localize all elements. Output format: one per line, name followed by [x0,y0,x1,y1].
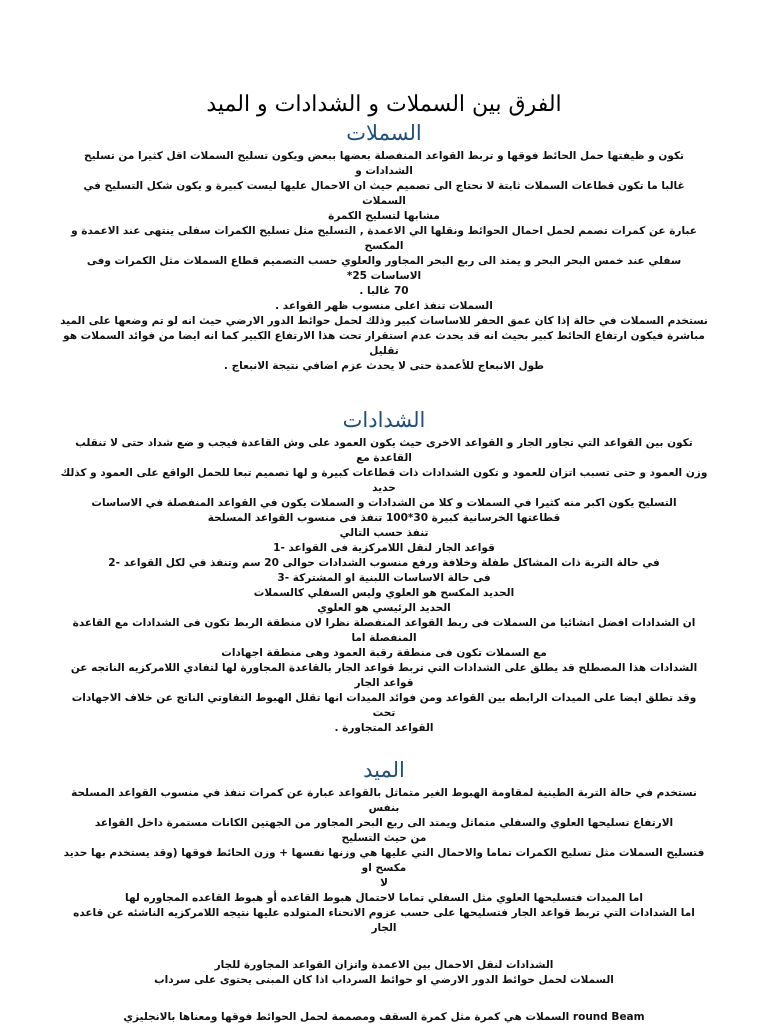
text-line: السملات تنفذ اعلى منسوب ظهر القواعد . [275,300,493,312]
section-shadadat [60,408,708,736]
section-smlat [60,121,708,374]
text-line: من حيث التسليح [341,832,427,844]
text-line: السملات لحمل حوائط الدور الارضي او حوائط السرداب اذا كان المبنى يحتوى على سرداب [154,974,614,986]
text-line: اما الشدادات التي تربط قواعد الجار فتسليحها على حسب عزوم الانحناء المتولده عليها نتيجه اللامركزيه الناشئه عن قاعده الجار [73,907,695,934]
text-line: لا [380,877,388,889]
text-line: تكون بين القواعد التي تجاور الجار و القواعد الاخرى حيث يكون العمود على وش القاعدة فيجب و ضع شداد حتى لا تنقلب القاعدة مع [75,437,693,464]
text-line: فى حالة الاساسات اللبنية او المشتركة -3 [277,572,491,584]
spacer [60,936,708,958]
text-line: الارتفاع تسليحها العلوي والسفلي متماثل ويمتد الى ربع البحر المجاور من الجهتين الكانات مستمرة داخل القواعد [94,817,674,829]
section-heading-shadadat: الشدادات [342,408,426,432]
text-line: ان الشدادات افضل انشائيا من السملات فى ربط القواعد المنفصلة نظرا لان منطقة الربط تكون فى الشدادات مع القاعدة المنفصلة اما [72,617,696,644]
text-line: مباشرة فيكون ارتفاع الحائط كبير بحيث انه قد يحدث عدم استقرار تحت هذا الارتفاع الكبير كما انه ايضا من فوائد السملات هو تقليل [63,330,705,357]
text-line: اما الميدات فتسليحها العلوي مثل السفلي تماما لاحتمال هبوط القاعده أو هبوط القاعده المجاوره لها [125,892,643,904]
text-line: وزن العمود و حتى تسبب اتزان للعمود و تكون الشدادات ذات قطاعات كبيرة و لها تصميم تبعا للحمل الواقع على العمود و كذلك حديد [60,467,708,494]
text-line: مشابها لتسليح الكمرة [328,210,440,222]
text-line: طول الانبعاج للأعمدة حتى لا يحدث عزم اضافي نتيجة الانبعاج . [223,360,545,372]
text-line: وقد تطلق ايضا على الميدات الرابطه بين القواعد ومن فوائد الميدات انها تقلل الهبوط التفاوتي الناتج عن خلاف الاجهادات تحت [71,692,697,719]
spacer [60,736,708,758]
section-heading-smlat: السملات [346,121,422,145]
text-line: الحديد الرئيسي هو العلوي [317,602,451,614]
section-body-mid [60,786,708,936]
section-heading-mid: الميد [363,758,405,782]
text-line: تكون و ظيفتها حمل الحائط فوقها و تربط القواعد المنفصلة بعضها ببعض ويكون تسليح السملات اقل كثيرا من تسليح الشدادات و [84,150,684,177]
text-line: عبارة عن كمرات تصمم لحمل احمال الحوائط ونقلها الي الاعمدة , التسليح مثل تسليح الكمرات سفلى ينتهى عند الاعمدة و المكسح [71,225,697,252]
text-line: فتسليح السملات مثل تسليح الكمرات تماما والاحمال التي عليها هي وزنها نفسها + وزن الحائط فوقها (وقد يستخدم بها حديد مكسح او [63,847,705,874]
text-line: التسليح يكون اكبر منه كثيرا في السملات و كلا من الشدادات و السملات يكون في القواعد المنفصلة في الاساسات [91,497,677,509]
text-line: الحديد المكسح هو العلوي وليس السفلي كالسملات [253,587,515,599]
text-line: نستخدم السملات في حالة إذا كان عمق الحفر للاساسات كبير وذلك لحمل حوائط الدور الارضي حيث انه لو تم وضعها على الميد [60,315,708,327]
spacer [60,988,708,1010]
section-mid [60,758,708,936]
footer-note: round Beam السملات هي كمرة مثل كمرة السقف ومصممة لحمل الحوائط فوقها ومعناها بالانجليزي [123,1011,645,1023]
text-line: سفلي عند خمس البحر البحر و يمتد الى ربع البحر المجاور والعلوي حسب التصميم قطاع السملات مثل الكمرات وفى الاساسات 25* [86,255,682,282]
text-line: قواعد الجار لنقل اللامركزية فى القواعد -1 [273,542,495,554]
spacer [60,374,708,408]
document-title: الفرق بين السملات و الشدادات و الميد [206,92,562,117]
text-line: قطاعتها الخرسانية كبيرة 30*100 تنفذ فى منسوب القواعد المسلحة [207,512,561,524]
text-line: مع السملات تكون فى منطقة رقبة العمود وهى منطقة اجهادات [221,647,547,659]
text-line: نستخدم في حالة التربة الطينية لمقاومة الهبوط الغير متماثل بالقواعد عبارة عن كمرات تنفذ في منسوب القواعد المسلحة بنفس [71,787,697,814]
section-body-smlat [60,149,708,374]
text-line: غالبا ما تكون قطاعات السملات ثابتة لا نحتاج الى تصميم حيث ان الاحمال عليها ليست كبيرة و يكون شكل التسليح في السملات [83,180,685,207]
text-line: القواعد المتجاورة . [334,722,434,734]
section-body-shadadat [60,436,708,736]
text-line: 70 غالبا . [359,285,409,297]
text-line: الشدادات هذا المصطلح قد يطلق على الشدادات التي تربط قواعد الجار بالقاعدة المجاورة لها لتفادي اللامركزيه الناتجه عن قواعد الجار [70,662,698,689]
summary-block [60,958,708,988]
text-line: في حالة التربة ذات المشاكل طفلة وخلافة ورفع منسوب الشدادات حوالى 20 سم وتنفذ في لكل القواعد -2 [108,557,660,569]
text-line: تنفذ حسب التالي [339,527,429,539]
text-line: الشدادات لنقل الاحمال بين الاعمدة واتزان القواعد المجاورة للجار [214,959,554,971]
